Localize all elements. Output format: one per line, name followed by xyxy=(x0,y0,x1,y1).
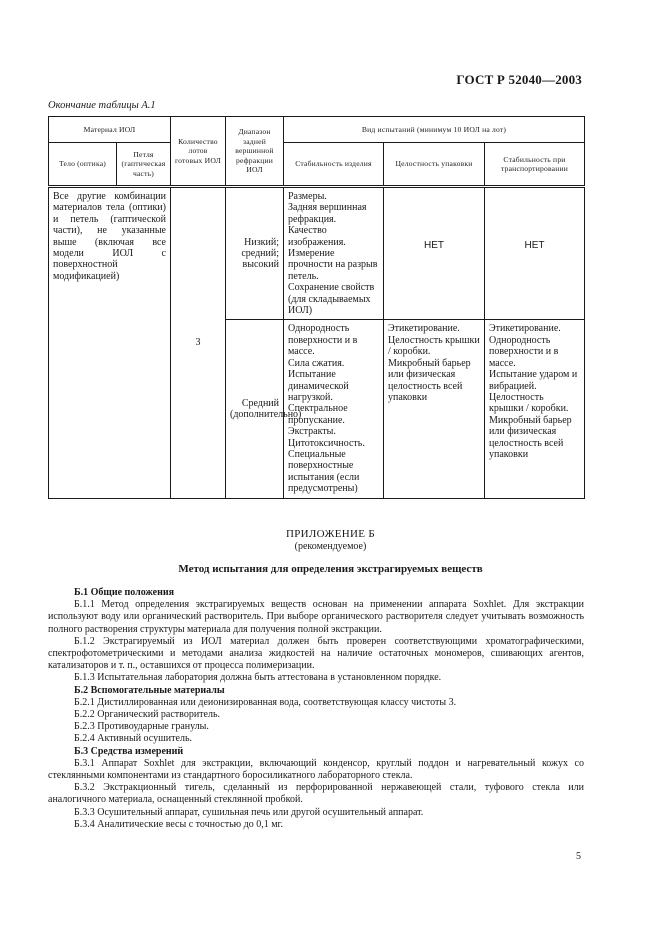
row1-stability-item: Сохранение свойств (для складываемых ИОЛ) xyxy=(288,282,375,317)
row2-stability-item: Сила сжатия. Испытание динамической нагрузкой. xyxy=(288,357,349,403)
row1-stability-item: Задняя вершинная рефракция. xyxy=(288,202,367,225)
row2-stability-item: Спектральное пропускание. xyxy=(288,403,348,426)
row2-stability-item: Цитотоксичность. xyxy=(288,437,365,449)
row2-transport-item: Целостность крышки / коробки. xyxy=(489,391,569,415)
paragraph: Б.2.3 Противоударные гранулы. xyxy=(74,721,209,733)
paragraph: Б.3.3 Осушительный аппарат, сушильная печь или другой осушительный аппарат. xyxy=(74,806,424,818)
row1-transport: НЕТ xyxy=(485,187,585,320)
appendix-title: ПРИЛОЖЕНИЕ Б xyxy=(286,528,375,540)
header-material: Материал ИОЛ xyxy=(49,117,171,143)
row2-range: Средний (дополнительно) xyxy=(226,320,284,498)
row1-range: Низкий; средний; высокий xyxy=(226,187,284,320)
row2-transport xyxy=(485,320,585,498)
header-stability: Стабильность изделия xyxy=(284,143,384,187)
row2-package xyxy=(384,320,485,498)
material-cell xyxy=(49,187,171,499)
row2-package-item: Этикетирование. xyxy=(388,323,460,335)
material-text: Все другие комбинации материалов тела (оптики) и петель (гаптической части), не указанные выше (включая все модели ИОЛ с поверхностной модификацией) xyxy=(53,191,166,282)
row2-transport-item: Однородность поверхности и в массе. xyxy=(489,334,559,369)
row1-stability xyxy=(284,187,384,320)
header-transport-stability: Стабильность при транспортировании xyxy=(485,143,585,187)
row1-stability-item: Качество изображения. xyxy=(288,225,346,248)
header-body: Тело (оптика) xyxy=(49,143,117,187)
paragraph: Б.2.4 Активный осушитель. xyxy=(74,733,193,745)
row2-transport-item: Этикетирование. xyxy=(489,323,561,335)
row2-transport-item: Микробный барьер или физическая целостность всей упаковки xyxy=(489,414,572,460)
doc-code: ГОСТ Р 52040—2003 xyxy=(456,72,582,87)
test-table xyxy=(48,116,585,499)
header-refraction-range: Диапазон задней вершинной рефракции ИОЛ xyxy=(226,117,284,187)
paragraph: Б.1.3 Испытательная лаборатория должна быть аттестована в установленном порядке. xyxy=(74,672,442,684)
paragraph: Б.3.2 Экстракционный тигель, сделанный из перфорированной нержавеющей стали, туфового стекла или аналогичного материала, оснащенный стеклянной пробкой. xyxy=(48,782,584,806)
paragraph: Б.3.1 Аппарат Soxhlet для экстракции, включающий конденсор, круглый поддон и нагревательный кожух со стеклянными компонентами из стандартного боросиликатного лабораторного стекла. xyxy=(48,757,584,782)
row2-stability-item: Экстракты. xyxy=(288,426,336,438)
page-number: 5 xyxy=(576,851,581,862)
row1-stability-item: Измерение прочности на разрыв петель. xyxy=(288,248,378,282)
row2-stability-item: Однородность поверхности и в массе. xyxy=(288,323,358,358)
appendix-heading: Метод испытания для определения экстрагируемых веществ xyxy=(178,563,483,575)
row2-stability xyxy=(284,320,384,498)
section-title: Б.1 Общие положения xyxy=(74,587,175,598)
section-title: Б.2 Вспомогательные материалы xyxy=(74,684,225,696)
lots-value: 3 xyxy=(171,187,226,499)
row1-package: НЕТ xyxy=(384,187,485,320)
paragraph: Б.1.1 Метод определения экстрагируемых веществ основан на применении аппарата Soxhlet. Для экстракции используют воду или органический растворитель. При выборе органического растворителя следует учитывать возможность полного растворения структуры материала для получения полной экстракции. xyxy=(48,599,584,635)
paragraph: Б.2.2 Органический растворитель. xyxy=(74,709,221,721)
row2-package-item: Микробный барьер или физическая целостность всей упаковки xyxy=(388,357,471,403)
header-test-type: Вид испытаний (минимум 10 ИОЛ на лот) xyxy=(284,117,585,143)
appendix-body xyxy=(48,587,584,831)
header-haptic: Петля (гаптическая часть) xyxy=(117,143,171,187)
row1-stability-item: Размеры. xyxy=(288,191,327,202)
header-lots-count: Количество лотов готовых ИОЛ xyxy=(171,117,226,187)
paragraph: Б.3.4 Аналитические весы с точностью до 0,1 мг. xyxy=(74,818,283,830)
header-package-integrity: Целостность упаковки xyxy=(384,143,485,187)
row2-transport-item: Испытание ударом и вибрацией. xyxy=(489,369,578,392)
table-caption: Окончание таблицы А.1 xyxy=(48,100,156,111)
row2-stability-item: Специальные поверхностные испытания (если предусмотрены) xyxy=(288,448,360,495)
paragraph: Б.1.2 Экстрагируемый из ИОЛ материал должен быть проверен соответствующими хроматографическими, спектрофотометрическими и методами анализа жидкостей на наличие остаточных мономеров, сшивающих агентов, катализаторов и т. п., оставшихся от процесса полимеризации. xyxy=(48,635,584,672)
row2-package-item: Целостность крышки / коробки. xyxy=(388,334,480,358)
paragraph: Б.2.1 Дистиллированная или деионизированная вода, соответствующая классу чистоты 3. xyxy=(74,696,457,708)
appendix-subtitle: (рекомендуемое) xyxy=(294,541,367,552)
section-title: Б.3 Средства измерений xyxy=(74,745,184,757)
